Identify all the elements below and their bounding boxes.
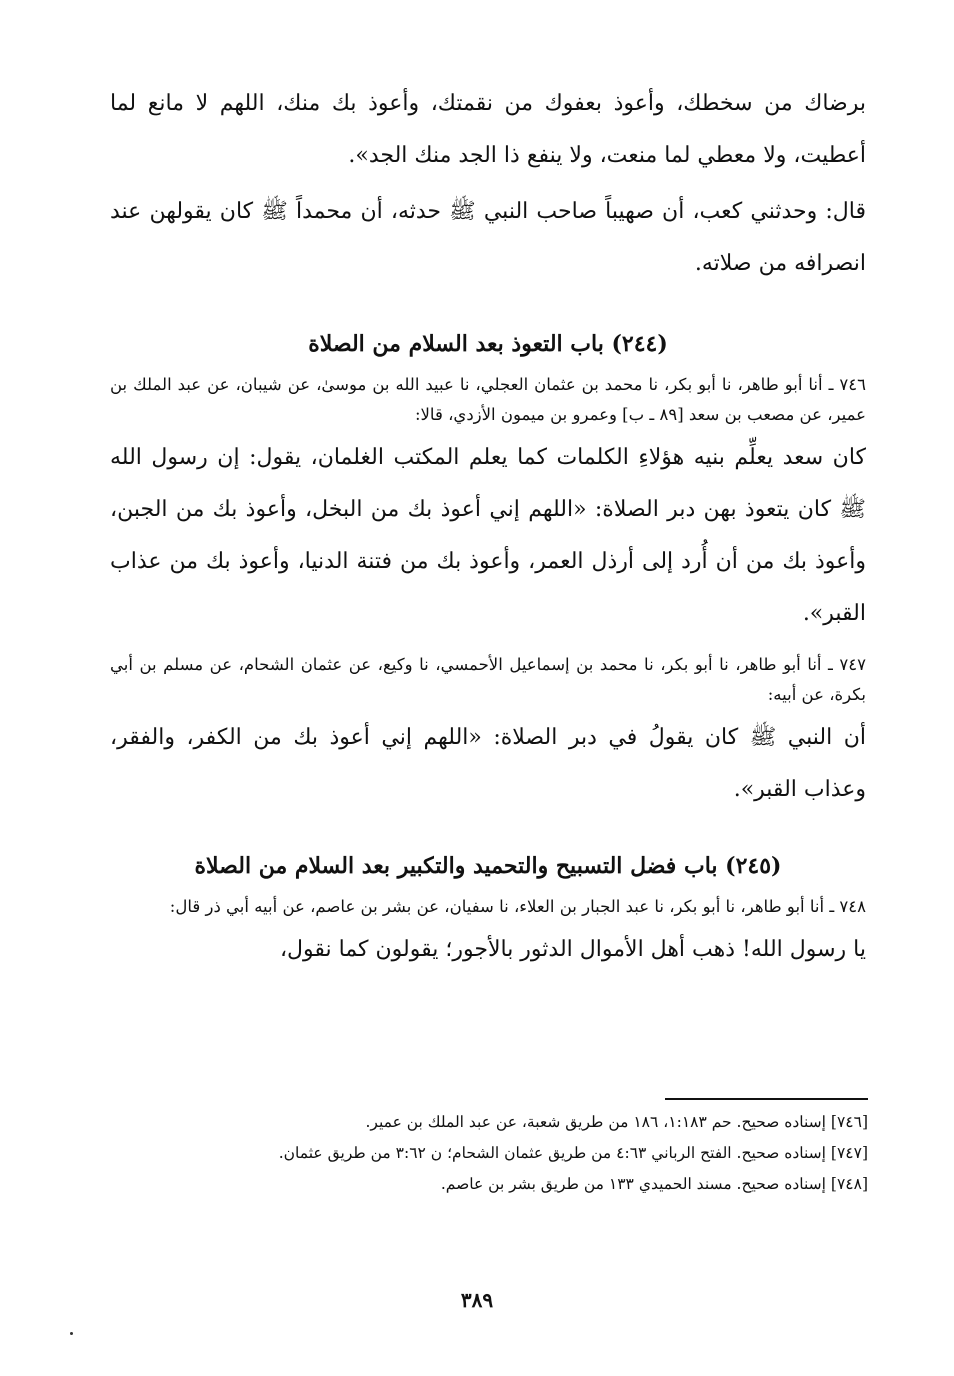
isnad-747: ٧٤٧ ـ أنا أبو طاهر، نا أبو بكر، نا محمد بن إسماعيل الأحمسي، نا وكيع، عن عثمان الشحام، عن مسلم بن أبي بكرة، عن أبيه: xyxy=(110,655,866,704)
chapter-heading-244: (٢٤٤) باب التعوذ بعد السلام من الصلاة xyxy=(308,331,668,357)
footnote-divider xyxy=(665,1098,868,1100)
footnote-748: [٧٤٨] إسناده صحيح. مسند الحميدي ١٣٣ من طريق بشر بن عاصم. xyxy=(440,1175,868,1193)
page-number: ٣٨٩ xyxy=(460,1288,494,1312)
page-body xyxy=(110,78,866,976)
matn-747: أن النبي ﷺ كان يقولُ في دبر الصلاة: «اللهم إني أعوذ بك من الكفر، والفقر، وعذاب القبر». xyxy=(110,725,866,802)
kaab-paragraph: قال: وحدثني كعب، أن صهيباً صاحب النبي ﷺ حدثه، أن محمداً ﷺ كان يقولهن عند انصرافه من صلاته. xyxy=(110,199,866,276)
matn-748: يا رسول الله! ذهب أهل الأموال الدثور بالأجور؛ يقولون كما نقول، xyxy=(279,937,866,962)
isnad-748: ٧٤٨ ـ أنا أبو طاهر، نا أبو بكر، نا عبد الجبار بن العلاء، نا سفيان، عن بشر بن عاصم، عن أبيه أبي ذر قال: xyxy=(169,897,866,916)
footnotes xyxy=(110,1108,868,1201)
scan-speck xyxy=(70,1332,73,1335)
continuation-paragraph: برضاك من سخطك، وأعوذ بعفوك من نقمتك، وأعوذ بك منك، اللهم لا مانع لما أعطيت، ولا معطي لما منعت، ولا ينفع ذا الجد منك الجد». xyxy=(110,91,866,168)
chapter-heading-245: (٢٤٥) باب فضل التسبيح والتحميد والتكبير بعد السلام من الصلاة xyxy=(194,853,782,879)
footnote-747: [٧٤٧] إسناده صحيح. الفتح الرباني ٤:٦٣ من طريق عثمان الشحام؛ ن ٣:٦٢ من طريق عثمان. xyxy=(278,1144,868,1162)
isnad-746: ٧٤٦ ـ أنا أبو طاهر، نا أبو بكر، نا محمد بن عثمان العجلي، نا عبيد الله بن موسىٰ، عن شيبان، عن عبد الملك بن عمير، عن مصعب بن سعد [٨٩ ـ ب] وعمرو بن ميمون الأزدي، قالا: xyxy=(110,375,866,424)
footnote-746: [٧٤٦] إسناده صحيح. حم ١:١٨٣، ١٨٦ من طريق شعبة، عن عبد الملك بن عمير. xyxy=(365,1113,868,1131)
matn-746: كان سعد يعلِّم بنيه هؤلاءِ الكلمات كما يعلم المكتب الغلمان، يقول: إن رسول الله ﷺ كان يتعوذ بهن دبر الصلاة: «اللهم إني أعوذ بك من البخل، وأعوذ بك من الجبن، وأعوذ بك من أن أُرد إلى أرذل العمر، وأعوذ بك من فتنة الدنيا، وأعوذ بك من عذاب القبر». xyxy=(110,445,866,626)
